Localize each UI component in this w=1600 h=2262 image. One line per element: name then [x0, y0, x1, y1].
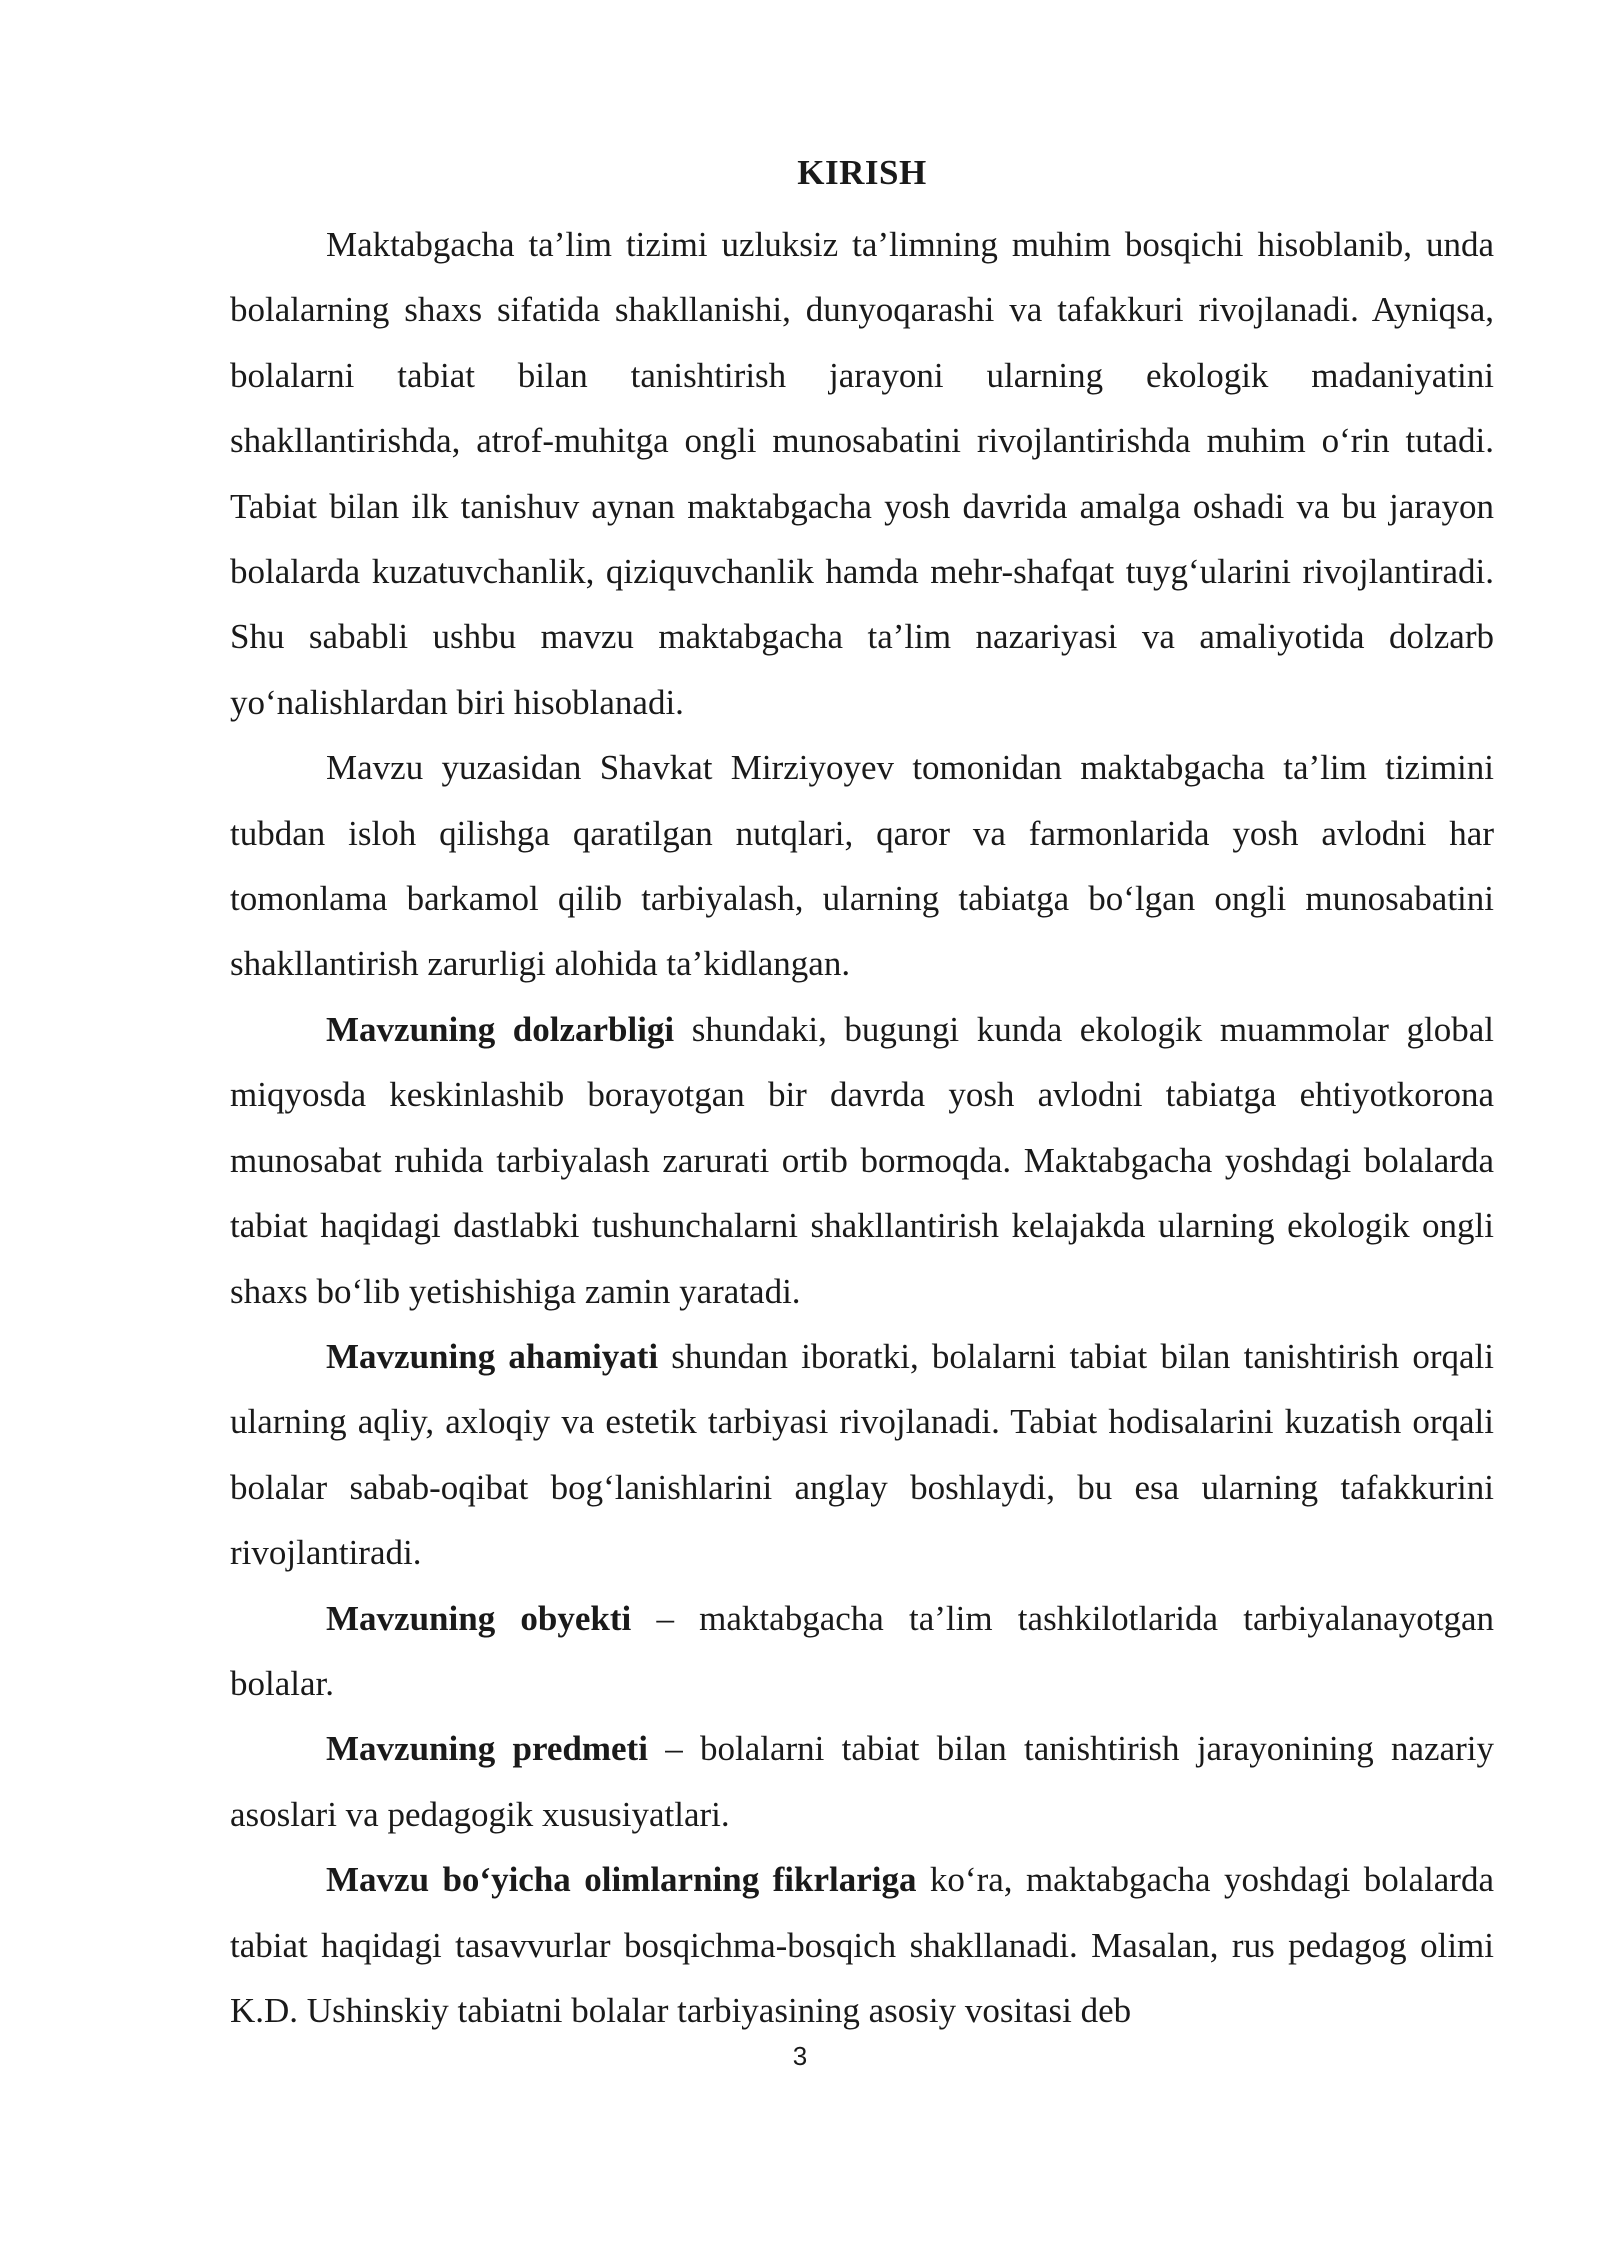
page-number: 3: [792, 2041, 808, 2071]
paragraph-lead: Mavzuning ahamiyati: [326, 1336, 659, 1376]
paragraph-mirziyoyev: [230, 735, 1494, 997]
paragraph-olimlar: [230, 1847, 1494, 2043]
paragraph-text: – bolalarni tabiat bilan tanishtirish jarayonining nazariy asoslari va pedagogik xususiyatlari.: [230, 1729, 1494, 1834]
paragraph-text: ko‘ra, maktabgacha yoshdagi bolalarda tabiat haqidagi tasavvurlar bosqichma-bosqich shakllanadi. Masalan, rus pedagog olimi K.D. Ushinskiy tabiatni bolalar tarbiyasining asosiy vositasi deb: [230, 1860, 1494, 2030]
paragraph-predmeti: [230, 1716, 1494, 1847]
paragraph-ahamiyati: [230, 1324, 1494, 1586]
paragraph-lead: Mavzu bo‘yicha olimlarning fikrlariga: [326, 1860, 917, 1900]
paragraph-lead: Mavzuning obyekti: [326, 1598, 632, 1638]
paragraph-text: Mavzu yuzasidan Shavkat Mirziyoyev tomonidan maktabgacha ta’lim tizimini tubdan isloh qilishga qaratilgan nutqlari, qaror va farmonlarida yosh avlodni har tomonlama barkamol qilib tarbiyalash, ularning tabiatga bo‘lgan ongli munosabatini shakllantirish zarurligi alohida ta’kidlangan.: [230, 748, 1494, 984]
paragraph-text: – maktabgacha ta’lim tashkilotlarida tarbiyalanayotgan bolalar.: [230, 1598, 1494, 1703]
paragraph-text: shundaki, bugungi kunda ekologik muammolar global miqyosda keskinlashib borayotgan bir davrda yosh avlodni tabiatga ehtiyotkorona munosabat ruhida tarbiyalash zarurati ortib bormoqda. Maktabgacha yoshdagi bolalarda tabiat haqidagi dastlabki tushunchalarni shakllantirish kelajakda ularning ekologik ongli shaxs bo‘lib yetishishiga zamin yaratadi.: [230, 1009, 1494, 1311]
paragraph-obyekti: [230, 1586, 1494, 1717]
paragraph-intro: [230, 212, 1494, 735]
page-title: KIRISH: [797, 153, 927, 192]
page-content: [230, 146, 1494, 2043]
paragraph-text: Maktabgacha ta’lim tizimi uzluksiz ta’limning muhim bosqichi hisoblanib, unda bolalarning shaxs sifatida shakllanishi, dunyoqarashi va tafakkuri rivojlanadi. Ayniqsa, bolalarni tabiat bilan tanishtirish jarayoni ularning ekologik madaniyatini shakllantirishda, atrof-muhitga ongli munosabatini rivojlantirishda muhim o‘rin tutadi. Tabiat bilan ilk tanishuv aynan maktabgacha yosh davrida amalga oshadi va bu jarayon bolalarda kuzatuvchanlik, qiziquvchanlik hamda mehr-shafqat tuyg‘ularini rivojlantiradi. Shu sababli ushbu mavzu maktabgacha ta’lim nazariyasi va amaliyotida dolzarb yo‘nalishlardan biri hisoblanadi.: [230, 225, 1494, 722]
paragraph-dolzarbligi: [230, 997, 1494, 1324]
paragraph-lead: Mavzuning dolzarbligi: [326, 1009, 675, 1049]
paragraph-lead: Mavzuning predmeti: [326, 1729, 648, 1769]
paragraph-text: shundan iboratki, bolalarni tabiat bilan tanishtirish orqali ularning aqliy, axloqiy va estetik tarbiyasi rivojlanadi. Tabiat hodisalarini kuzatish orqali bolalar sabab-oqibat bog‘lanishlarini anglay boshlaydi, bu esa ularning tafakkurini rivojlantiradi.: [230, 1336, 1494, 1573]
